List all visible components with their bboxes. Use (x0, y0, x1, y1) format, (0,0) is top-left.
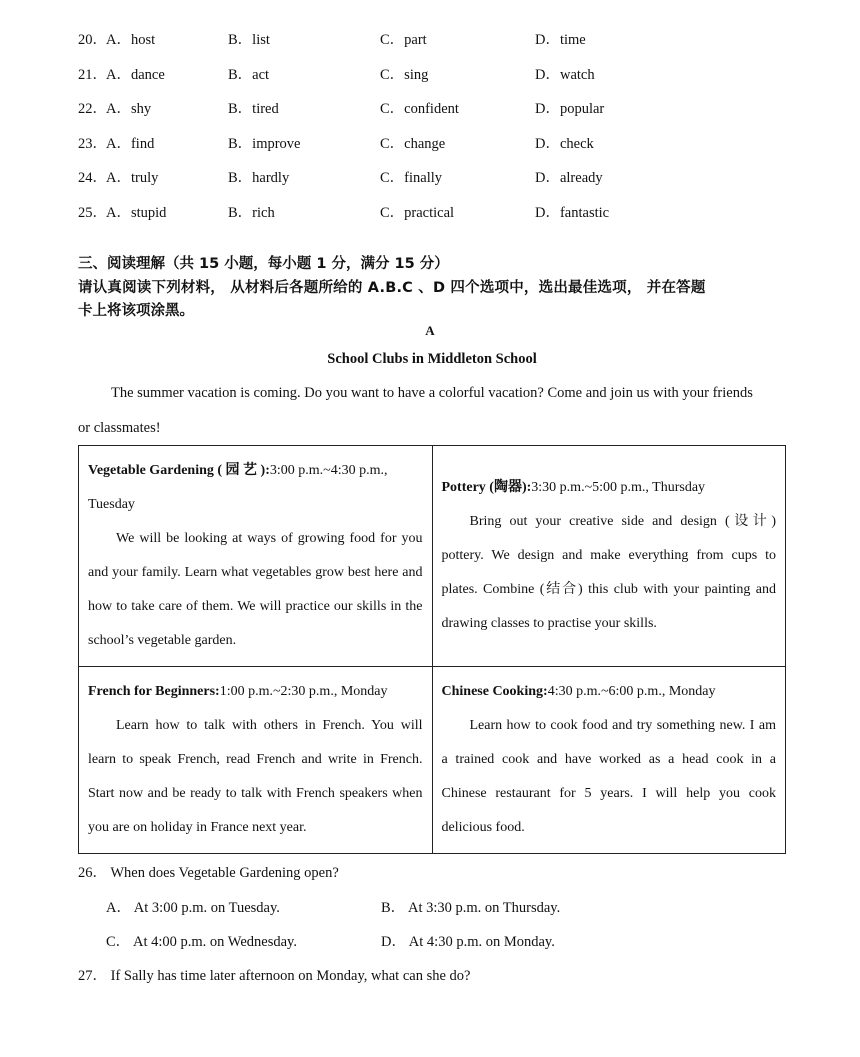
question-number: 23． (78, 136, 107, 152)
option-b: B．list (228, 32, 270, 48)
intro-text-line1: The summer vacation is coming. Do you want to have a colorful vacation? Come and join us with your friends (111, 385, 753, 401)
option-a: A．shy (106, 101, 152, 117)
club-description: Learn how to cook food and try something new. I am a trained cook and have worked as a head cook in a Chinese restaurant for 5 years. I will help you cook delicious food. (441, 718, 776, 835)
club-time: 4:30 p.m.~6:00 p.m., Monday (547, 684, 716, 699)
option-c: C．practical (380, 205, 455, 221)
option-a: A．stupid (106, 205, 167, 221)
option-a: A．host (106, 32, 156, 48)
question-number: 22． (78, 101, 107, 117)
club-cell-cooking (432, 667, 786, 854)
q26-option-c: C． At 4:00 p.m. on Wednesday. (106, 934, 297, 950)
choice-row-23 (0, 132, 860, 152)
question-26-stem: 26． When does Vegetable Gardening open? (78, 865, 339, 881)
question-number: 21． (78, 67, 107, 83)
club-cell-french (79, 667, 433, 854)
question-number: 24． (78, 170, 107, 186)
option-b: B．act (228, 67, 270, 83)
question-number: 25． (78, 205, 107, 221)
clubs-table (78, 445, 786, 854)
option-d: D．check (535, 136, 594, 152)
passage-title: School Clubs in Middleton School (327, 351, 537, 367)
option-d: D．time (535, 32, 586, 48)
club-cell-gardening (79, 446, 433, 667)
option-c: C．part (380, 32, 427, 48)
choice-row-21 (0, 63, 860, 83)
passage-label: A (425, 323, 435, 338)
option-d: D．popular (535, 101, 605, 117)
q26-option-b: B． At 3:30 p.m. on Thursday. (381, 900, 561, 916)
choice-row-20 (0, 28, 860, 48)
club-time: 1:00 p.m.~2:30 p.m., Monday (219, 684, 388, 699)
intro-text-line2: or classmates! (78, 420, 161, 436)
option-c: C．confident (380, 101, 459, 117)
option-a: A．find (106, 136, 155, 152)
option-b: B．tired (228, 101, 279, 117)
option-a: A．dance (106, 67, 165, 83)
club-name: Pottery (陶器): (441, 480, 532, 495)
question-27-stem: 27． If Sally has time later afternoon on Monday, what can she do? (78, 968, 471, 984)
option-d: D．already (535, 170, 603, 186)
club-cell-pottery (432, 446, 786, 667)
q26-option-d: D． At 4:30 p.m. on Monday. (381, 934, 555, 950)
club-description: Bring out your creative side and design (设计) pottery. We design and make everything from cups to plates. Combine (结合) this club with your painting and drawing classes to practise your skills. (441, 514, 776, 631)
club-name: Vegetable Gardening ( 园 艺 ): (88, 463, 270, 478)
club-description: We will be looking at ways of growing food for you and your family. Learn what vegetables grow best here and how to take care of them. We will practice our skills in the school’s vegetable garden. (88, 531, 423, 648)
option-c: C．finally (380, 170, 443, 186)
option-b: B．rich (228, 205, 275, 221)
choice-row-25 (0, 201, 860, 221)
option-a: A．truly (106, 170, 159, 186)
club-name: Chinese Cooking: (441, 684, 548, 699)
club-description: Learn how to talk with others in French. You will learn to speak French, read French and write in French. Start now and be ready to talk with French speakers when you are on holiday in France next year. (88, 718, 423, 835)
club-time: 3:30 p.m.~5:00 p.m., Thursday (531, 480, 706, 495)
q26-option-a: A． At 3:00 p.m. on Tuesday. (106, 900, 280, 916)
section-instruction-line2: 卡上将该项涂黑。 (78, 303, 194, 319)
club-name: French for Beginners: (88, 684, 220, 699)
option-b: B．hardly (228, 170, 290, 186)
section-instruction-line1: 请认真阅读下列材料， 从材料后各题所给的 A.B.C 、D 四个选项中，选出最佳选项， 并在答题 (78, 280, 706, 296)
choice-row-24 (0, 166, 860, 186)
option-d: D．fantastic (535, 205, 610, 221)
option-c: C．change (380, 136, 446, 152)
question-number: 20． (78, 32, 107, 48)
option-c: C．sing (380, 67, 429, 83)
club-time: 3:00 p.m.~4:30 p.m., Tuesday (88, 463, 388, 512)
option-d: D．watch (535, 67, 595, 83)
choice-row-22 (0, 97, 860, 117)
option-b: B．improve (228, 136, 301, 152)
section-heading: 三、阅读理解（共 15 小题，每小题 1 分，满分 15 分） (78, 256, 449, 272)
